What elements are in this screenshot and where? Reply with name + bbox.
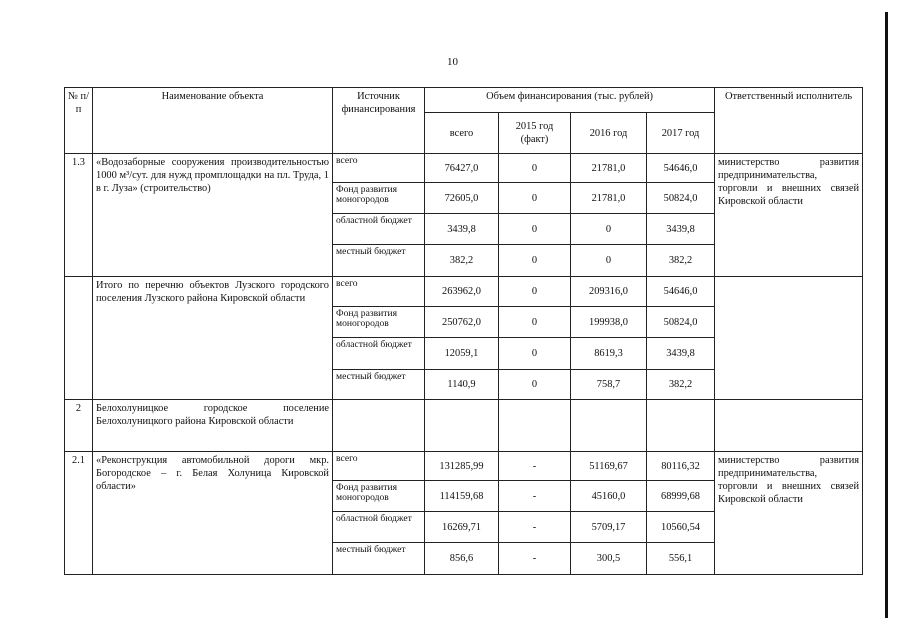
page-edge-rule [885, 12, 888, 618]
funding-source: областной бюджет [333, 512, 425, 543]
amount-2015: 0 [499, 277, 571, 307]
amount-2016: 300,5 [571, 543, 647, 575]
amount-2016: 21781,0 [571, 183, 647, 214]
funding-source: местный бюджет [333, 370, 425, 400]
amount-2015: 0 [499, 307, 571, 338]
header-source: Источник финансирования [333, 88, 425, 154]
funding-source: всего [333, 277, 425, 307]
header-responsible: Ответственный исполнитель [715, 88, 863, 154]
amount-2017: 3439,8 [647, 338, 715, 370]
amount-total: 16269,71 [425, 512, 499, 543]
amount-2015: 0 [499, 338, 571, 370]
amount-2015: 0 [499, 214, 571, 245]
amount-total: 72605,0 [425, 183, 499, 214]
funding-source: Фонд развития моногородов [333, 183, 425, 214]
amount-2016 [571, 400, 647, 452]
amount-2016: 8619,3 [571, 338, 647, 370]
amount-total: 250762,0 [425, 307, 499, 338]
amount-2015: - [499, 452, 571, 481]
row-number [65, 277, 93, 400]
object-name: Белохолуницкое городское поселение Белохолуницкого района Кировской области [93, 400, 333, 452]
amount-2017: 80116,32 [647, 452, 715, 481]
amount-total: 76427,0 [425, 154, 499, 183]
table-row [65, 452, 863, 481]
row-number: 1.3 [65, 154, 93, 277]
amount-2017: 382,2 [647, 370, 715, 400]
amount-total: 1140,9 [425, 370, 499, 400]
amount-total: 114159,68 [425, 481, 499, 512]
funding-source: местный бюджет [333, 245, 425, 277]
amount-2017: 3439,8 [647, 214, 715, 245]
page-number: 10 [447, 56, 458, 68]
funding-source: областной бюджет [333, 214, 425, 245]
amount-2016: 51169,67 [571, 452, 647, 481]
funding-source [333, 400, 425, 452]
amount-2016: 45160,0 [571, 481, 647, 512]
object-name: «Реконструкция автомобильной дороги мкр. Богородское – г. Белая Холуница Кировской области» [93, 452, 333, 575]
amount-2015: - [499, 543, 571, 575]
object-name: Итого по перечню объектов Лузского городского поселения Лузского района Кировской области [93, 277, 333, 400]
responsible-executor [715, 400, 863, 452]
amount-2015: - [499, 481, 571, 512]
amount-2016: 199938,0 [571, 307, 647, 338]
amount-2016: 0 [571, 245, 647, 277]
amount-total: 382,2 [425, 245, 499, 277]
amount-total [425, 400, 499, 452]
amount-2017 [647, 400, 715, 452]
amount-2017: 382,2 [647, 245, 715, 277]
table-body [65, 154, 863, 575]
amount-2017: 68999,68 [647, 481, 715, 512]
funding-source: Фонд развития моногородов [333, 481, 425, 512]
amount-2015: - [499, 512, 571, 543]
amount-2015: 0 [499, 370, 571, 400]
row-number: 2.1 [65, 452, 93, 575]
amount-2016: 21781,0 [571, 154, 647, 183]
responsible-executor: министерство развития предпринимательства, торговли и внешних связей Кировской области [715, 452, 863, 575]
funding-source: всего [333, 154, 425, 183]
amount-2015: 0 [499, 154, 571, 183]
amount-2017: 556,1 [647, 543, 715, 575]
amount-2017: 54646,0 [647, 154, 715, 183]
amount-total: 263962,0 [425, 277, 499, 307]
header-volume: Объем финансирования (тыс. рублей) [425, 88, 715, 113]
header-2015: 2015 год (факт) [499, 113, 571, 154]
amount-2015: 0 [499, 183, 571, 214]
object-name: «Водозаборные сооружения производительностью 1000 м³/сут. для нужд промплощадки на пл. Труда, 1 в г. Луза» (строительство) [93, 154, 333, 277]
funding-source: местный бюджет [333, 543, 425, 575]
amount-2016: 209316,0 [571, 277, 647, 307]
amount-2017: 50824,0 [647, 183, 715, 214]
header-num: № п/п [65, 88, 93, 154]
table-row [65, 400, 863, 452]
funding-source: областной бюджет [333, 338, 425, 370]
header-total: всего [425, 113, 499, 154]
funding-source: всего [333, 452, 425, 481]
header-2017: 2017 год [647, 113, 715, 154]
responsible-executor [715, 277, 863, 400]
amount-2017: 50824,0 [647, 307, 715, 338]
amount-2017: 10560,54 [647, 512, 715, 543]
amount-total: 131285,99 [425, 452, 499, 481]
table-row [65, 277, 863, 307]
financing-table [64, 87, 863, 575]
amount-2015 [499, 400, 571, 452]
amount-total: 3439,8 [425, 214, 499, 245]
amount-total: 856,6 [425, 543, 499, 575]
amount-2016: 758,7 [571, 370, 647, 400]
amount-total: 12059,1 [425, 338, 499, 370]
header-name: Наименование объекта [93, 88, 333, 154]
table-row [65, 154, 863, 183]
responsible-executor: министерство развития предпринимательства, торговли и внешних связей Кировской области [715, 154, 863, 277]
amount-2017: 54646,0 [647, 277, 715, 307]
amount-2016: 5709,17 [571, 512, 647, 543]
funding-source: Фонд развития моногородов [333, 307, 425, 338]
amount-2015: 0 [499, 245, 571, 277]
amount-2016: 0 [571, 214, 647, 245]
row-number: 2 [65, 400, 93, 452]
header-2016: 2016 год [571, 113, 647, 154]
